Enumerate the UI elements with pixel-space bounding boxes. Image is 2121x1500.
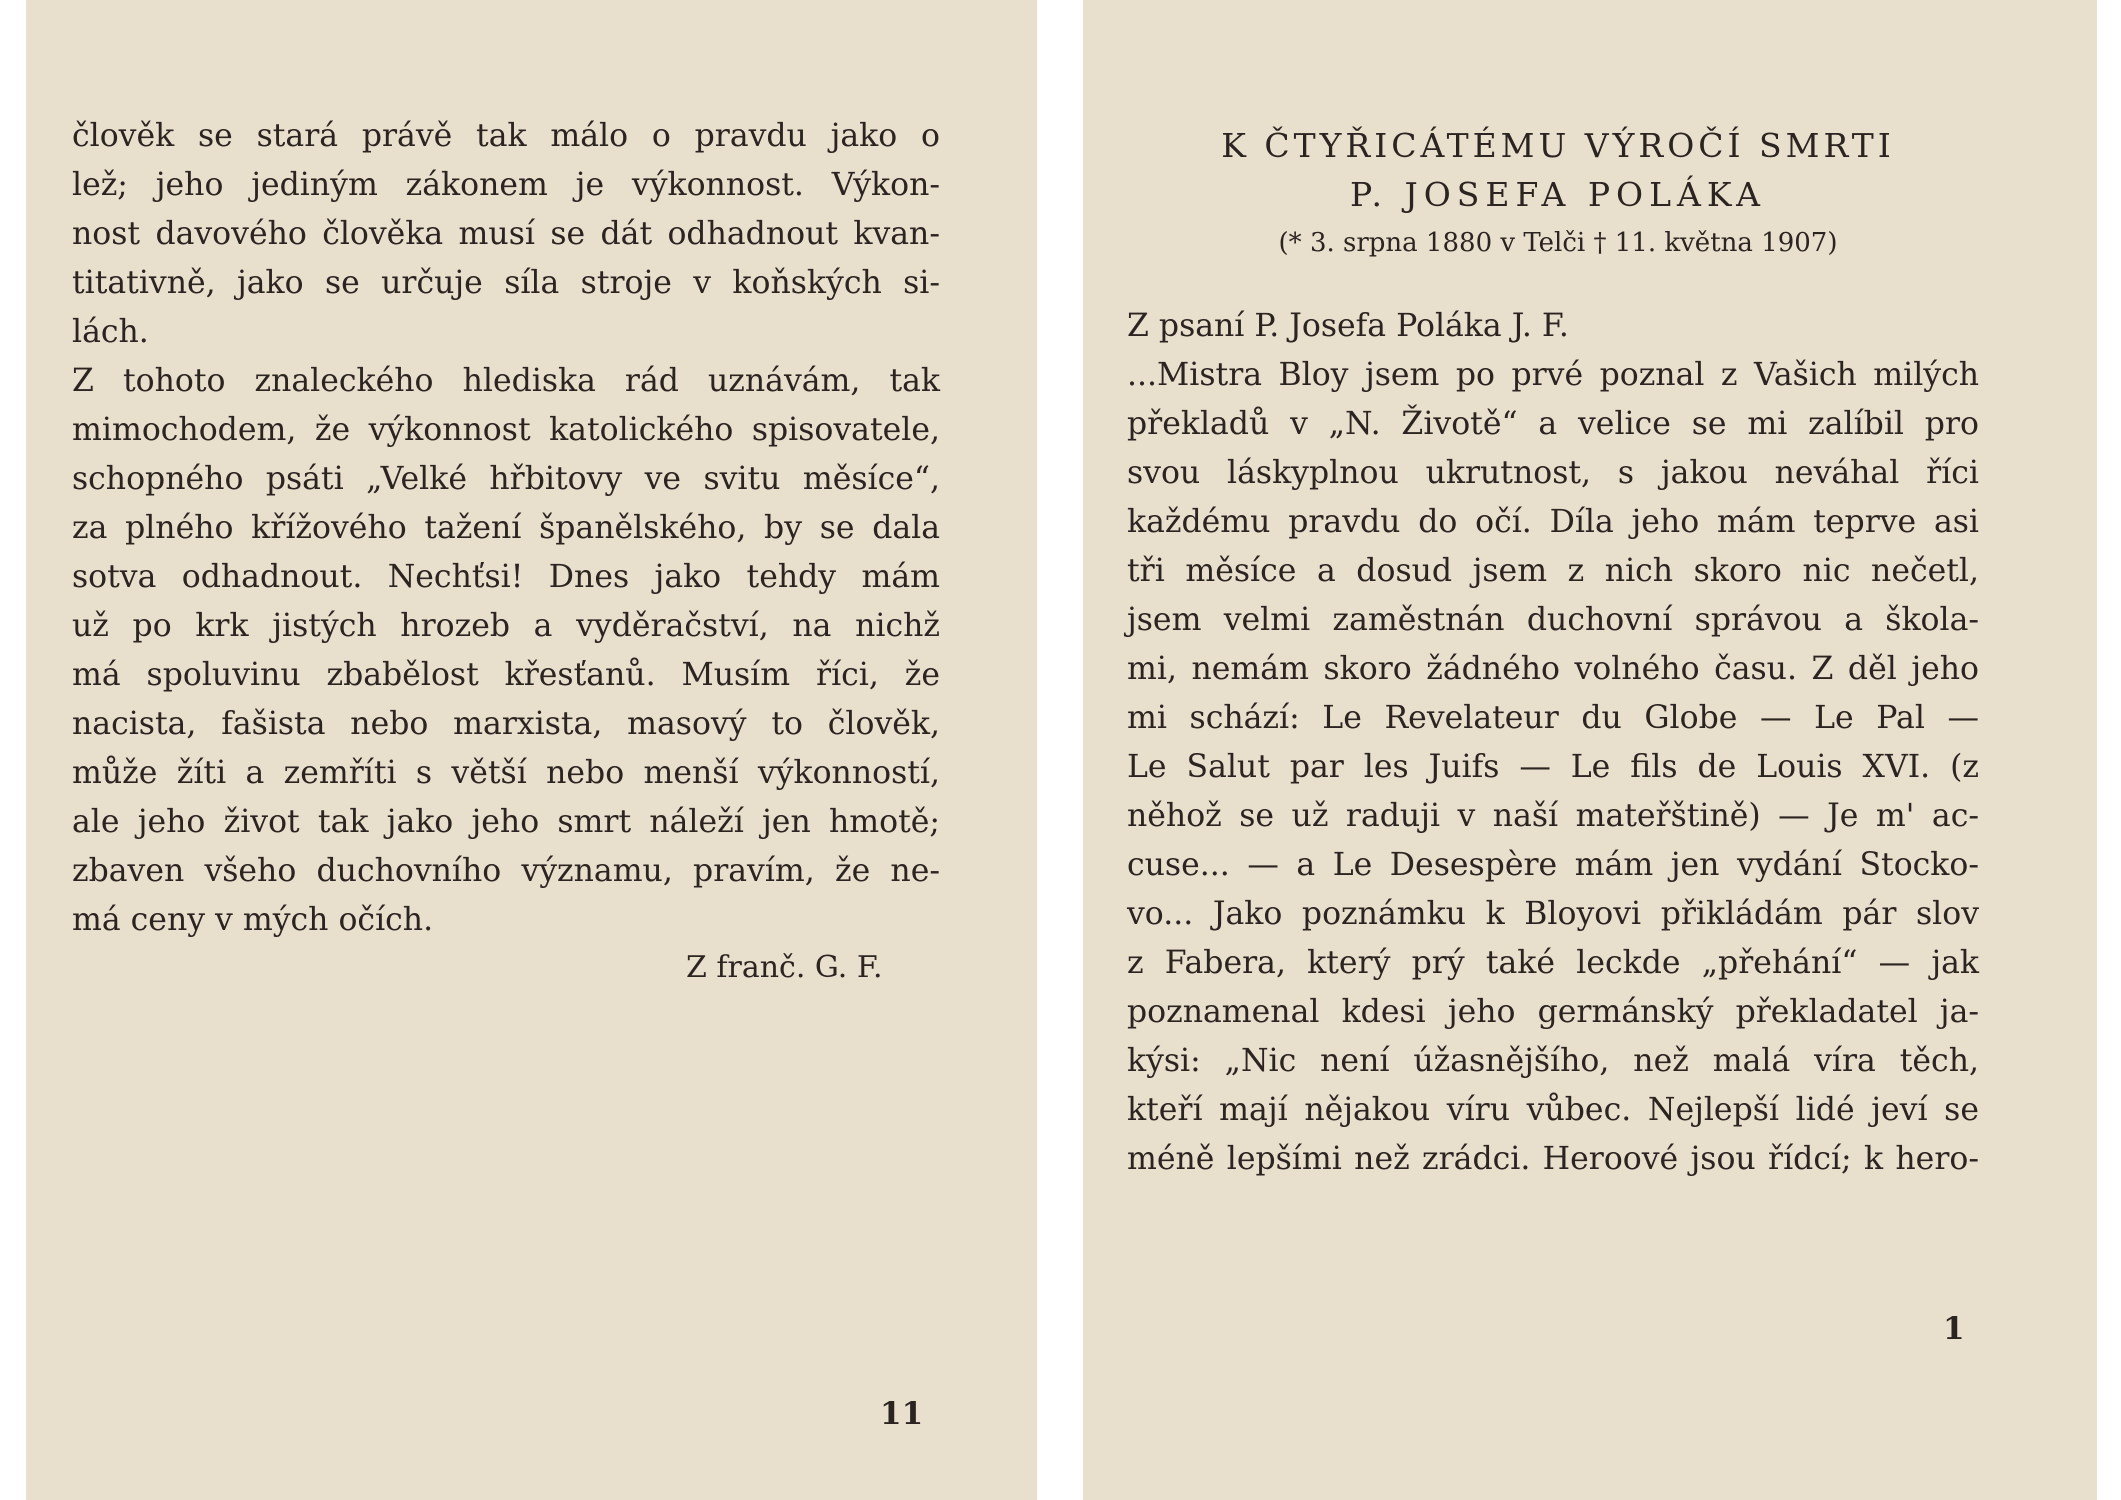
- text-line: lách.: [72, 314, 149, 350]
- text-line: nacista, fašista nebo marxista, masový to člověk,: [72, 706, 940, 742]
- text-line: může žíti a zemříti s větší nebo menší výkonností,: [72, 755, 940, 791]
- text-line: každému pravdu do očí. Díla jeho mám teprve asi: [1127, 504, 1979, 540]
- right-page: [1083, 0, 2097, 1500]
- text-line: člověk se stará právě tak málo o pravdu jako o: [72, 118, 940, 154]
- text-line: Le Salut par les Juifs — Le fils de Louis XVI. (z: [1127, 749, 1979, 785]
- page-number: 1: [1943, 1311, 1965, 1347]
- page-number: 11: [880, 1396, 924, 1432]
- text-line: kteří mají nějakou víru vůbec. Nejlepší lidé jeví se: [1127, 1092, 1979, 1128]
- article-heading-name: P. JOSEFA POLÁKA: [1350, 175, 1766, 214]
- text-line: schopného psáti „Velké hřbitovy ve svitu měsíce“,: [72, 461, 940, 497]
- text-line: vo... Jako poznámku k Bloyovi přikládám pár slov: [1127, 896, 1979, 932]
- text-line: poznamenal kdesi jeho germánský překladatel ja-: [1127, 994, 1979, 1030]
- right-page-text: [1127, 302, 1979, 1184]
- text-line: titativně, jako se určuje síla stroje v koňských si-: [72, 265, 940, 301]
- text-line: jsem velmi zaměstnán duchovní správou a škola-: [1127, 602, 1979, 638]
- text-line: ...Mistra Bloy jsem po prvé poznal z Vašich milých: [1127, 357, 1979, 393]
- text-line: má spoluvinu zbabělost křesťanů. Musím říci, že: [72, 657, 940, 693]
- text-line: cuse... — a Le Desespère mám jen vydání Stocko-: [1127, 847, 1979, 883]
- text-line: tři měsíce a dosud jsem z nich skoro nic nečetl,: [1127, 553, 1979, 589]
- text-line: už po krk jistých hrozeb a vyděračství, na nichž: [72, 608, 940, 644]
- text-line: kýsi: „Nic není úžasnějšího, než malá víra těch,: [1127, 1043, 1979, 1079]
- left-page-text: [72, 112, 940, 945]
- text-line: ale jeho život tak jako jeho smrt náleží jen hmotě;: [72, 804, 940, 840]
- text-line: něhož se už raduji v naší mateřštině) — Je m' ac-: [1127, 798, 1979, 834]
- text-line: Z psaní P. Josefa Poláka J. F.: [1127, 308, 1569, 344]
- text-line: méně lepšími než zrádci. Heroové jsou řídcí; k hero-: [1127, 1141, 1979, 1177]
- text-line: svou láskyplnou ukrutnost, s jakou neváhal říci: [1127, 455, 1979, 491]
- text-line: překladů v „N. Životě“ a velice se mi zalíbil pro: [1127, 406, 1979, 442]
- text-line: mimochodem, že výkonnost katolického spisovatele,: [72, 412, 940, 448]
- text-line: zbaven všeho duchovního významu, pravím, že ne-: [72, 853, 940, 889]
- text-line: Z tohoto znaleckého hlediska rád uznávám, tak: [72, 363, 940, 399]
- text-line: mi, nemám skoro žádného volného času. Z děl jeho: [1127, 651, 1979, 687]
- text-line: mi schází: Le Revelateur du Globe — Le Pal —: [1127, 700, 1979, 736]
- text-line: nost davového člověka musí se dát odhadnout kvan-: [72, 216, 940, 252]
- text-line: sotva odhadnout. Nechťsi! Dnes jako tehdy mám: [72, 559, 940, 595]
- text-line: za plného křížového tažení španělského, by se dala: [72, 510, 940, 546]
- text-line: má ceny v mých očích.: [72, 902, 434, 938]
- article-heading-dates: (* 3. srpna 1880 v Telči † 11. května 1907): [1278, 228, 1838, 258]
- left-page: [26, 0, 1037, 1500]
- text-line: lež; jeho jediným zákonem je výkonnost. Výkon-: [72, 167, 940, 203]
- text-line: z Fabera, který prý také leckde „přehání“ — jak: [1127, 945, 1979, 981]
- translator-signature: Z franč. G. F.: [686, 950, 883, 985]
- article-heading: K ČTYŘICÁTÉMU VÝROČÍ SMRTI: [1221, 126, 1895, 165]
